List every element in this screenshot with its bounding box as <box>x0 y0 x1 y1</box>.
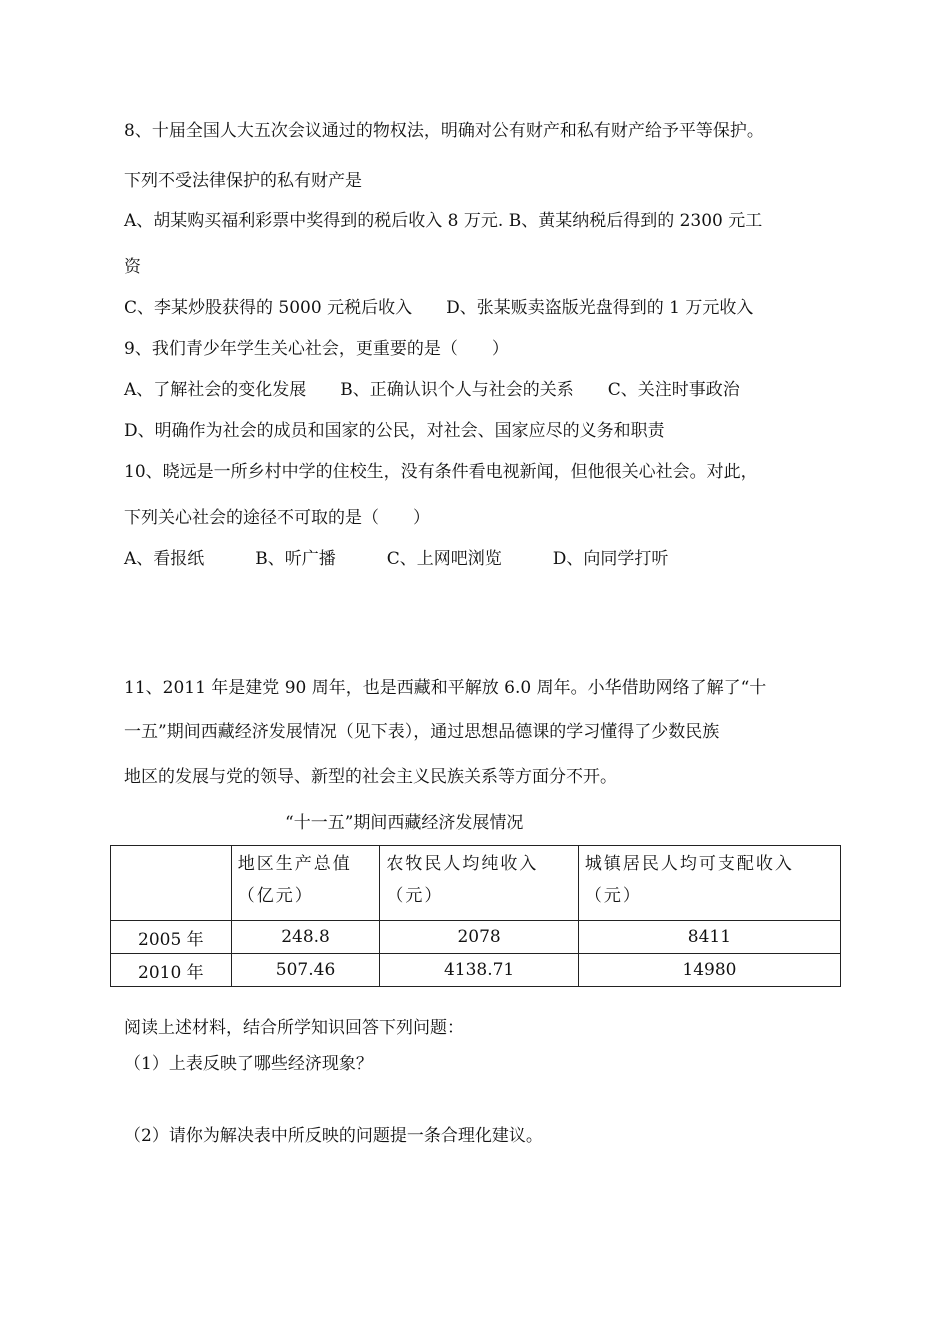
q9-options-line1: A、了解社会的变化发展 B、正确认识个人与社会的关系 C、关注时事政治 <box>124 380 740 400</box>
q8-stem-line1: 8、十届全国人大五次会议通过的物权法，明确对公有财产和私有财产给予平等保护。 <box>124 121 764 141</box>
table-cell-year: 2005 年 <box>111 921 232 954</box>
table-title: “十一五”期间西藏经济发展情况 <box>285 813 524 833</box>
table-row <box>111 921 841 954</box>
table-cell: 14980 <box>578 954 840 987</box>
table-cell: 2078 <box>380 921 578 954</box>
q10-stem-line1: 10、晓远是一所乡村中学的住校生，没有条件看电视新闻，但他很关心社会。对此， <box>124 462 758 482</box>
q9-options-line2: D、明确作为社会的成员和国家的公民，对社会、国家应尽的义务和职责 <box>124 421 665 441</box>
header-label: 地区生产总值 <box>237 854 352 874</box>
q10-options: A、看报纸 B、听广播 C、上网吧浏览 D、向同学打听 <box>124 549 669 569</box>
q8-options-line2: 资 <box>124 257 141 277</box>
q11-sub-question-1: （1）上表反映了哪些经济现象？ <box>124 1054 373 1074</box>
table-cell: 8411 <box>578 921 840 954</box>
q11-sub-question-2: （2）请你为解决表中所反映的问题提一条合理化建议。 <box>124 1126 543 1146</box>
q8-options-line3: C、李某炒股获得的 5000 元税后收入 D、张某贩卖盗版光盘得到的 1 万元收入 <box>124 298 754 318</box>
table-header-cell <box>111 846 232 921</box>
table-cell: 248.8 <box>231 921 380 954</box>
header-unit: （元） <box>584 886 642 906</box>
table-header-row <box>111 846 841 921</box>
economic-data-table <box>110 845 841 987</box>
header-label: 农牧民人均纯收入 <box>386 854 539 874</box>
table-row <box>111 954 841 987</box>
table-header-cell <box>380 846 578 921</box>
header-unit: （元） <box>386 886 444 906</box>
header-unit: （亿元） <box>237 886 314 906</box>
table-cell-year: 2010 年 <box>111 954 232 987</box>
q8-options-line1: A、胡某购买福利彩票中奖得到的税后收入 8 万元. B、黄某纳税后得到的 2300 元工 <box>124 211 763 231</box>
table-cell: 507.46 <box>231 954 380 987</box>
q11-stem-line3: 地区的发展与党的领导、新型的社会主义民族关系等方面分不开。 <box>124 767 617 787</box>
q11-instruction: 阅读上述材料，结合所学知识回答下列问题： <box>124 1018 464 1038</box>
table-header-cell <box>578 846 840 921</box>
q11-stem-line2: 一五”期间西藏经济发展情况（见下表），通过思想品德课的学习懂得了少数民族 <box>124 722 720 742</box>
table-header-cell <box>231 846 380 921</box>
q11-stem-line1: 11、2011 年是建党 90 周年，也是西藏和平解放 6.0 周年。小华借助网络了解了“十 <box>124 678 767 698</box>
table-cell: 4138.71 <box>380 954 578 987</box>
q8-stem-line2: 下列不受法律保护的私有财产是 <box>124 171 362 191</box>
header-label: 城镇居民人均可支配收入 <box>584 854 794 874</box>
q10-stem-line2: 下列关心社会的途径不可取的是（ ） <box>124 508 430 528</box>
q9-stem: 9、我们青少年学生关心社会，更重要的是（ ） <box>124 339 509 359</box>
